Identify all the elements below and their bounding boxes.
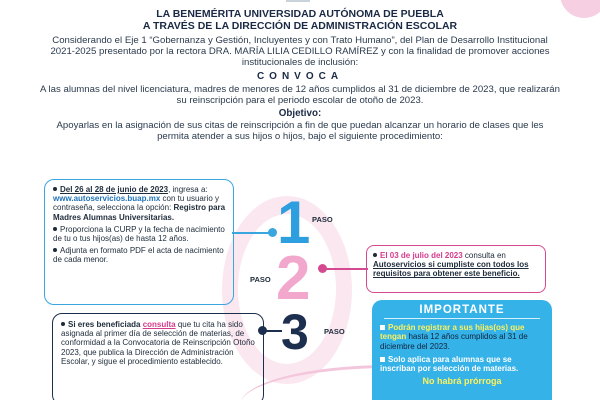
step1-date: Del 26 al 28 de junio de 2023 xyxy=(60,185,169,194)
importante-item-2-text: Solo aplica para alumnas que se inscriban por selección de materias. xyxy=(380,354,519,374)
step1-label: PASO xyxy=(312,215,333,224)
step2-box xyxy=(366,245,546,293)
step2-consulta: consulta en xyxy=(462,251,506,260)
intro-paragraph: Considerando el Eje 1 “Gobernanza y Gestión, Incluyentes y con Trato Humano”, del Plan de Desarrollo Institucional 2021-2025 presentado por la rectora DRA. MARÍA LILIA CEDILLO RAMÍREZ y con la finalidad de promover acciones institucionales de inclusión: xyxy=(50,35,550,68)
importante-item-1-highlight: Podrán registrar a sus hijas(os) que tengan xyxy=(380,323,525,342)
step1-connector-dot xyxy=(268,228,277,237)
step1-box xyxy=(44,179,234,305)
step1-instruction xyxy=(53,185,227,222)
step3-consulta: consulta xyxy=(142,320,176,329)
step1-number: 1 xyxy=(277,189,311,256)
step3-number: 3 xyxy=(281,304,309,360)
convoca-paragraph: A las alumnas del nivel licenciatura, madres de menores de 12 años cumplidos al 31 de diciembre de 2023, que realizarán su reinscripción para el periodo escolar de otoño de 2023. xyxy=(40,84,560,106)
step2-connector-dot xyxy=(318,264,327,273)
convoca-heading: CONVOCA xyxy=(256,71,344,82)
importante-item-1 xyxy=(380,323,544,351)
objetivo-label: Objetivo: xyxy=(278,108,322,119)
bullet-icon xyxy=(53,187,57,191)
bullet-icon xyxy=(53,248,57,252)
step2-date: El 03 de julio del 2023 xyxy=(380,251,463,260)
square-bullet-icon xyxy=(380,325,385,330)
bullet-icon xyxy=(373,253,377,257)
importante-item-1-rest: hasta 12 años cumplidos al 31 de diciembre del 2023. xyxy=(380,332,528,351)
step3-prefix: Si eres beneficiada xyxy=(68,320,143,329)
step3-box xyxy=(52,313,264,400)
step2-label: PASO xyxy=(250,275,271,284)
step1-ingresa: , ingresa a: xyxy=(168,185,208,194)
square-bullet-icon xyxy=(380,357,385,362)
importante-box xyxy=(372,300,552,400)
importante-title: IMPORTANTE xyxy=(419,304,505,316)
step1-bullet-2-text: Proporciona la CURP y la fecha de nacimiento de tu o tus hijos(as) de hasta 12 años. xyxy=(53,224,225,244)
step3-label: PASO xyxy=(324,327,345,336)
step2-bold-text: Autoservicios si cumpliste con todos los requisitos para obtener este beneficio. xyxy=(373,260,529,279)
importante-item-2 xyxy=(380,355,544,373)
step2-number: 2 xyxy=(276,244,311,313)
title-line-2: A TRAVÉS DE LA DIRECCIÓN DE ADMINISTRACIÓN ESCOLAR xyxy=(142,20,458,32)
importante-divider xyxy=(384,318,540,319)
step1-bullet-2 xyxy=(53,225,227,243)
announcement-header xyxy=(0,8,600,142)
autoservicios-link[interactable]: www.autoservicios.buap.mx xyxy=(53,194,161,204)
objetivo-paragraph: Apoyarlas en la asignación de sus citas de reinscripción a fin de que puedan alcanzar un horario de clases que les permita atender a sus hijos o hijos, bajo el siguiente procedimiento: xyxy=(56,120,544,142)
no-prorroga: No habrá prórroga xyxy=(422,376,502,387)
top-divider xyxy=(286,0,310,2)
title-line-1: LA BENEMÉRITA UNIVERSIDAD AUTÓNOMA DE PUEBLA xyxy=(156,8,444,20)
bullet-icon xyxy=(61,322,65,326)
step1-bullet-3-text: Adjunta en formato PDF el acta de nacimiento de cada menor. xyxy=(53,246,224,265)
step1-bullet-3 xyxy=(53,246,227,264)
step2-connector xyxy=(322,268,368,270)
bullet-icon xyxy=(53,227,57,231)
step1-after-url: con tu usuario y contraseña, selecciona la opción: xyxy=(53,194,219,213)
step3-rest: que tu cita ha sido asignada al primer día de selección de materias, de conformidad a la Convocatoria de Reinscripción Otoño 2023, que publica la Dirección de Administración Escolar, y sigue el procedimiento establecido. xyxy=(61,320,255,366)
step1-option: Registro para Madres Alumnas Universitarias. xyxy=(53,203,226,222)
